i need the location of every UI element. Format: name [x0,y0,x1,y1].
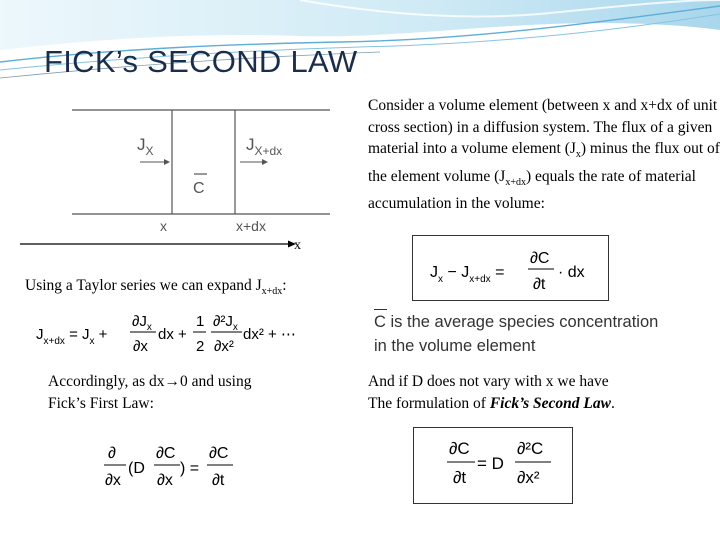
x-right-label: x+dx [236,218,266,234]
svg-text:Jx − Jx+dx =: $J_x - J_{x+dx}$ = [430,264,505,285]
svg-text:∂x: ∂x [105,472,121,489]
svg-text:· dx: · dx [558,264,585,281]
svg-text:∂x²: ∂x² [517,468,540,487]
taylor-equation [36,308,306,362]
taylor-text: Using a Taylor series we can expand $J_{x+dx}$: [25,277,287,297]
svg-text:∂x: ∂x [157,472,173,489]
svg-text:∂Jx: $\partial J_x$ [132,313,152,333]
flux-out-label: $J_{X+dx}$ [246,135,283,158]
svg-text:∂C: ∂C [449,439,470,458]
svg-text:dx² + ⋯: dx² + ⋯ [243,326,296,343]
slide-title: FICK’s SECOND LAW [44,44,358,79]
c-bar-note-line2: in the volume element [374,337,536,355]
svg-text:) =: ) = [180,460,200,477]
accordingly-line2: Fick’s First Law: [48,394,154,412]
svg-text:∂x: ∂x [133,338,148,355]
volume-element-diagram [0,92,360,252]
svg-text:∂: ∂ [108,445,116,462]
intro-paragraph: Consider a volume element (between x and x+dx of unit cross section) in a diffusion system. The flux of a given material into a volume element $(J_x)$ minus the flux out of the element volume $(J_{x+dx})$ equals the rate of material accumulation in the volume: [368,97,720,212]
svg-text:dx +: dx + [158,326,187,343]
concentration-label: C [193,180,205,197]
svg-text:∂C: ∂C [530,250,550,267]
accordingly-paragraph [48,371,251,414]
svg-text:= D: = D [477,454,504,473]
svg-text:∂x²: ∂x² [214,338,234,355]
svg-text:(D: (D [128,460,145,477]
svg-text:∂C: ∂C [209,445,229,462]
second-law-equation [413,427,571,502]
svg-text:∂t: ∂t [212,472,225,489]
svg-text:∂²Jx: $\partial^2J_x$ [213,313,238,333]
svg-text:Jx+dx = Jx +: $J_{x+dx} = J_x$ + [36,326,108,347]
if-d-line1: And if D does not vary with x we have [368,373,609,390]
fick-second-law-term: Fick’s Second Law [489,394,611,412]
svg-text:∂C: ∂C [156,445,176,462]
balance-equation [412,235,607,299]
svg-text:1: 1 [196,313,205,330]
svg-text:∂t: ∂t [453,468,467,487]
svg-text:∂²C: ∂²C [517,439,544,458]
if-d-line2: The formulation of Fick’s Second Law. [368,394,615,412]
flux-in-label: $J_X$ [137,135,154,158]
accordingly-line1: Accordingly, as dx→0 and using [48,373,252,390]
if-d-paragraph [368,371,615,414]
x-axis-label: x [294,238,301,252]
c-bar-note-line1: C is the average species concentration [374,313,659,331]
svg-text:2: 2 [196,338,205,355]
x-left-label: x [160,218,167,234]
c-bar-note [374,310,658,358]
first-law-equation [100,440,250,500]
svg-text:∂t: ∂t [533,276,546,293]
